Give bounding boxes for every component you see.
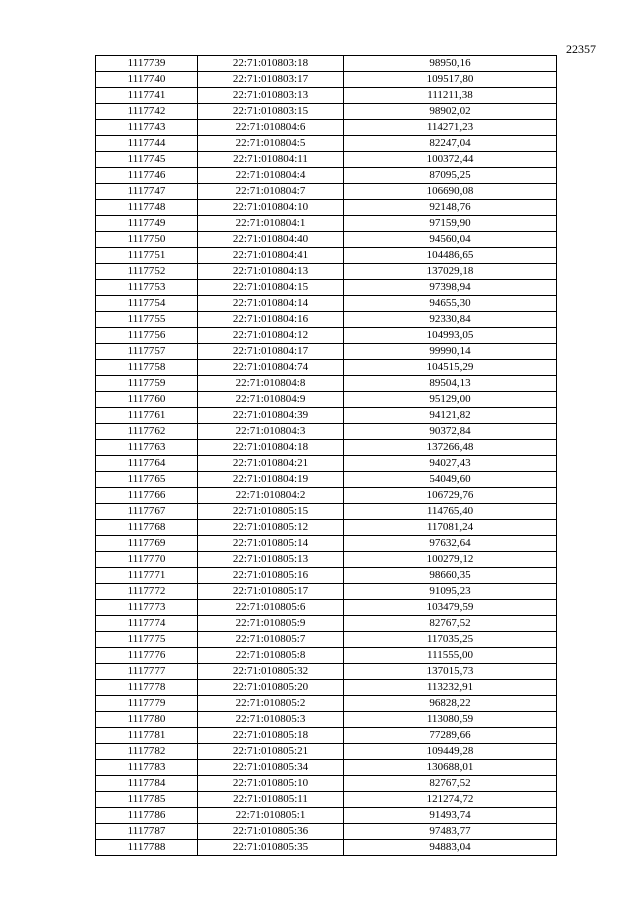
value-cell: 111555,00 (344, 648, 557, 664)
table-row (96, 584, 557, 600)
table-row (96, 56, 557, 72)
value-cell: 114765,40 (344, 504, 557, 520)
row-number-cell: 1117787 (96, 824, 198, 840)
cadastral-number-cell: 22:71:010805:21 (198, 744, 344, 760)
row-number-cell: 1117749 (96, 216, 198, 232)
value-cell: 97483,77 (344, 824, 557, 840)
table-row (96, 600, 557, 616)
table-row (96, 616, 557, 632)
row-number-cell: 1117765 (96, 472, 198, 488)
cadastral-number-cell: 22:71:010805:14 (198, 536, 344, 552)
row-number-cell: 1117748 (96, 200, 198, 216)
table-row (96, 344, 557, 360)
row-number-cell: 1117773 (96, 600, 198, 616)
value-cell: 77289,66 (344, 728, 557, 744)
value-cell: 106690,08 (344, 184, 557, 200)
table-row (96, 136, 557, 152)
cadastral-number-cell: 22:71:010804:40 (198, 232, 344, 248)
cadastral-number-cell: 22:71:010804:15 (198, 280, 344, 296)
cadastral-number-cell: 22:71:010804:11 (198, 152, 344, 168)
table-row (96, 200, 557, 216)
cadastral-number-cell: 22:71:010804:18 (198, 440, 344, 456)
row-number-cell: 1117776 (96, 648, 198, 664)
row-number-cell: 1117746 (96, 168, 198, 184)
table-row (96, 360, 557, 376)
value-cell: 113232,91 (344, 680, 557, 696)
table-row (96, 472, 557, 488)
value-cell: 121274,72 (344, 792, 557, 808)
value-cell: 94121,82 (344, 408, 557, 424)
cadastral-number-cell: 22:71:010805:10 (198, 776, 344, 792)
cadastral-number-cell: 22:71:010805:11 (198, 792, 344, 808)
table-row (96, 152, 557, 168)
row-number-cell: 1117745 (96, 152, 198, 168)
table-row (96, 408, 557, 424)
cadastral-number-cell: 22:71:010805:34 (198, 760, 344, 776)
value-cell: 100279,12 (344, 552, 557, 568)
row-number-cell: 1117755 (96, 312, 198, 328)
cadastral-number-cell: 22:71:010805:7 (198, 632, 344, 648)
value-cell: 137015,73 (344, 664, 557, 680)
row-number-cell: 1117761 (96, 408, 198, 424)
row-number-cell: 1117754 (96, 296, 198, 312)
row-number-cell: 1117747 (96, 184, 198, 200)
value-cell: 91095,23 (344, 584, 557, 600)
cadastral-number-cell: 22:71:010804:4 (198, 168, 344, 184)
row-number-cell: 1117777 (96, 664, 198, 680)
cadastral-number-cell: 22:71:010805:3 (198, 712, 344, 728)
cadastral-number-cell: 22:71:010805:18 (198, 728, 344, 744)
table-row (96, 488, 557, 504)
table-row (96, 744, 557, 760)
value-cell: 99990,14 (344, 344, 557, 360)
value-cell: 97398,94 (344, 280, 557, 296)
value-cell: 106729,76 (344, 488, 557, 504)
table-row (96, 440, 557, 456)
table-row (96, 760, 557, 776)
cadastral-number-cell: 22:71:010805:20 (198, 680, 344, 696)
cadastral-number-cell: 22:71:010804:13 (198, 264, 344, 280)
value-cell: 109449,28 (344, 744, 557, 760)
cadastral-number-cell: 22:71:010804:5 (198, 136, 344, 152)
table-row (96, 520, 557, 536)
value-cell: 54049,60 (344, 472, 557, 488)
value-cell: 100372,44 (344, 152, 557, 168)
cadastral-number-cell: 22:71:010804:16 (198, 312, 344, 328)
cadastral-number-cell: 22:71:010804:9 (198, 392, 344, 408)
value-cell: 113080,59 (344, 712, 557, 728)
value-cell: 98660,35 (344, 568, 557, 584)
value-cell: 92330,84 (344, 312, 557, 328)
value-cell: 114271,23 (344, 120, 557, 136)
table-row (96, 248, 557, 264)
row-number-cell: 1117769 (96, 536, 198, 552)
row-number-cell: 1117740 (96, 72, 198, 88)
row-number-cell: 1117775 (96, 632, 198, 648)
row-number-cell: 1117762 (96, 424, 198, 440)
row-number-cell: 1117779 (96, 696, 198, 712)
table-row (96, 504, 557, 520)
value-cell: 117081,24 (344, 520, 557, 536)
row-number-cell: 1117756 (96, 328, 198, 344)
value-cell: 104515,29 (344, 360, 557, 376)
table-row (96, 424, 557, 440)
cadastral-number-cell: 22:71:010804:14 (198, 296, 344, 312)
table-row (96, 536, 557, 552)
cadastral-number-cell: 22:71:010805:15 (198, 504, 344, 520)
row-number-cell: 1117744 (96, 136, 198, 152)
table-row (96, 792, 557, 808)
value-cell: 130688,01 (344, 760, 557, 776)
value-cell: 97159,90 (344, 216, 557, 232)
value-cell: 137266,48 (344, 440, 557, 456)
row-number-cell: 1117768 (96, 520, 198, 536)
table-row (96, 88, 557, 104)
cadastral-number-cell: 22:71:010804:12 (198, 328, 344, 344)
cadastral-number-cell: 22:71:010804:74 (198, 360, 344, 376)
cadastral-number-cell: 22:71:010805:6 (198, 600, 344, 616)
cadastral-number-cell: 22:71:010805:2 (198, 696, 344, 712)
table-row (96, 312, 557, 328)
cadastral-number-cell: 22:71:010804:10 (198, 200, 344, 216)
value-cell: 94560,04 (344, 232, 557, 248)
table-row (96, 712, 557, 728)
cadastral-number-cell: 22:71:010805:9 (198, 616, 344, 632)
value-cell: 87095,25 (344, 168, 557, 184)
cadastral-number-cell: 22:71:010803:13 (198, 88, 344, 104)
table-row (96, 456, 557, 472)
row-number-cell: 1117784 (96, 776, 198, 792)
cadastral-number-cell: 22:71:010804:41 (198, 248, 344, 264)
value-cell: 89504,13 (344, 376, 557, 392)
row-number-cell: 1117780 (96, 712, 198, 728)
row-number-cell: 1117764 (96, 456, 198, 472)
cadastral-number-cell: 22:71:010805:12 (198, 520, 344, 536)
cadastral-number-cell: 22:71:010804:17 (198, 344, 344, 360)
cadastral-number-cell: 22:71:010804:21 (198, 456, 344, 472)
row-number-cell: 1117781 (96, 728, 198, 744)
row-number-cell: 1117766 (96, 488, 198, 504)
cadastral-number-cell: 22:71:010804:7 (198, 184, 344, 200)
cadastral-value-table (95, 55, 557, 856)
value-cell: 111211,38 (344, 88, 557, 104)
value-cell: 95129,00 (344, 392, 557, 408)
cadastral-number-cell: 22:71:010805:36 (198, 824, 344, 840)
table-row (96, 296, 557, 312)
cadastral-number-cell: 22:71:010805:16 (198, 568, 344, 584)
table-row (96, 120, 557, 136)
cadastral-number-cell: 22:71:010805:17 (198, 584, 344, 600)
row-number-cell: 1117753 (96, 280, 198, 296)
row-number-cell: 1117739 (96, 56, 198, 72)
table-row (96, 568, 557, 584)
value-cell: 98902,02 (344, 104, 557, 120)
value-cell: 97632,64 (344, 536, 557, 552)
row-number-cell: 1117788 (96, 840, 198, 856)
cadastral-number-cell: 22:71:010804:2 (198, 488, 344, 504)
table-row (96, 72, 557, 88)
value-cell: 103479,59 (344, 600, 557, 616)
cadastral-number-cell: 22:71:010804:3 (198, 424, 344, 440)
table-row (96, 776, 557, 792)
row-number-cell: 1117751 (96, 248, 198, 264)
value-cell: 98950,16 (344, 56, 557, 72)
cadastral-number-cell: 22:71:010805:8 (198, 648, 344, 664)
table-row (96, 376, 557, 392)
cadastral-number-cell: 22:71:010803:17 (198, 72, 344, 88)
table-row (96, 232, 557, 248)
cadastral-number-cell: 22:71:010804:39 (198, 408, 344, 424)
table-row (96, 264, 557, 280)
row-number-cell: 1117743 (96, 120, 198, 136)
value-cell: 82767,52 (344, 776, 557, 792)
value-cell: 94883,04 (344, 840, 557, 856)
row-number-cell: 1117750 (96, 232, 198, 248)
row-number-cell: 1117759 (96, 376, 198, 392)
table-row (96, 664, 557, 680)
row-number-cell: 1117767 (96, 504, 198, 520)
value-cell: 104993,05 (344, 328, 557, 344)
cadastral-number-cell: 22:71:010805:35 (198, 840, 344, 856)
value-cell: 90372,84 (344, 424, 557, 440)
table-row (96, 824, 557, 840)
table-row (96, 216, 557, 232)
row-number-cell: 1117785 (96, 792, 198, 808)
value-cell: 137029,18 (344, 264, 557, 280)
page-number: 22357 (566, 42, 596, 56)
value-cell: 82767,52 (344, 616, 557, 632)
value-cell: 94655,30 (344, 296, 557, 312)
row-number-cell: 1117772 (96, 584, 198, 600)
value-cell: 104486,65 (344, 248, 557, 264)
value-cell: 96828,22 (344, 696, 557, 712)
cadastral-number-cell: 22:71:010805:32 (198, 664, 344, 680)
cadastral-number-cell: 22:71:010804:19 (198, 472, 344, 488)
table-row (96, 696, 557, 712)
cadastral-number-cell: 22:71:010805:1 (198, 808, 344, 824)
row-number-cell: 1117783 (96, 760, 198, 776)
table-row (96, 840, 557, 856)
value-cell: 117035,25 (344, 632, 557, 648)
row-number-cell: 1117786 (96, 808, 198, 824)
cadastral-number-cell: 22:71:010804:1 (198, 216, 344, 232)
table-row (96, 104, 557, 120)
cadastral-number-cell: 22:71:010803:15 (198, 104, 344, 120)
row-number-cell: 1117771 (96, 568, 198, 584)
value-cell: 92148,76 (344, 200, 557, 216)
row-number-cell: 1117782 (96, 744, 198, 760)
row-number-cell: 1117758 (96, 360, 198, 376)
cadastral-number-cell: 22:71:010804:8 (198, 376, 344, 392)
table-row (96, 680, 557, 696)
row-number-cell: 1117760 (96, 392, 198, 408)
cadastral-number-cell: 22:71:010803:18 (198, 56, 344, 72)
row-number-cell: 1117752 (96, 264, 198, 280)
value-cell: 109517,80 (344, 72, 557, 88)
table-row (96, 184, 557, 200)
row-number-cell: 1117741 (96, 88, 198, 104)
row-number-cell: 1117757 (96, 344, 198, 360)
value-cell: 94027,43 (344, 456, 557, 472)
table-row (96, 648, 557, 664)
row-number-cell: 1117770 (96, 552, 198, 568)
table-body (96, 56, 557, 856)
cadastral-number-cell: 22:71:010804:6 (198, 120, 344, 136)
table-row (96, 552, 557, 568)
row-number-cell: 1117763 (96, 440, 198, 456)
row-number-cell: 1117778 (96, 680, 198, 696)
table-row (96, 632, 557, 648)
table-row (96, 280, 557, 296)
table-row (96, 328, 557, 344)
table-row (96, 392, 557, 408)
value-cell: 91493,74 (344, 808, 557, 824)
cadastral-number-cell: 22:71:010805:13 (198, 552, 344, 568)
value-cell: 82247,04 (344, 136, 557, 152)
table-row (96, 808, 557, 824)
row-number-cell: 1117774 (96, 616, 198, 632)
table-row (96, 168, 557, 184)
row-number-cell: 1117742 (96, 104, 198, 120)
table-row (96, 728, 557, 744)
